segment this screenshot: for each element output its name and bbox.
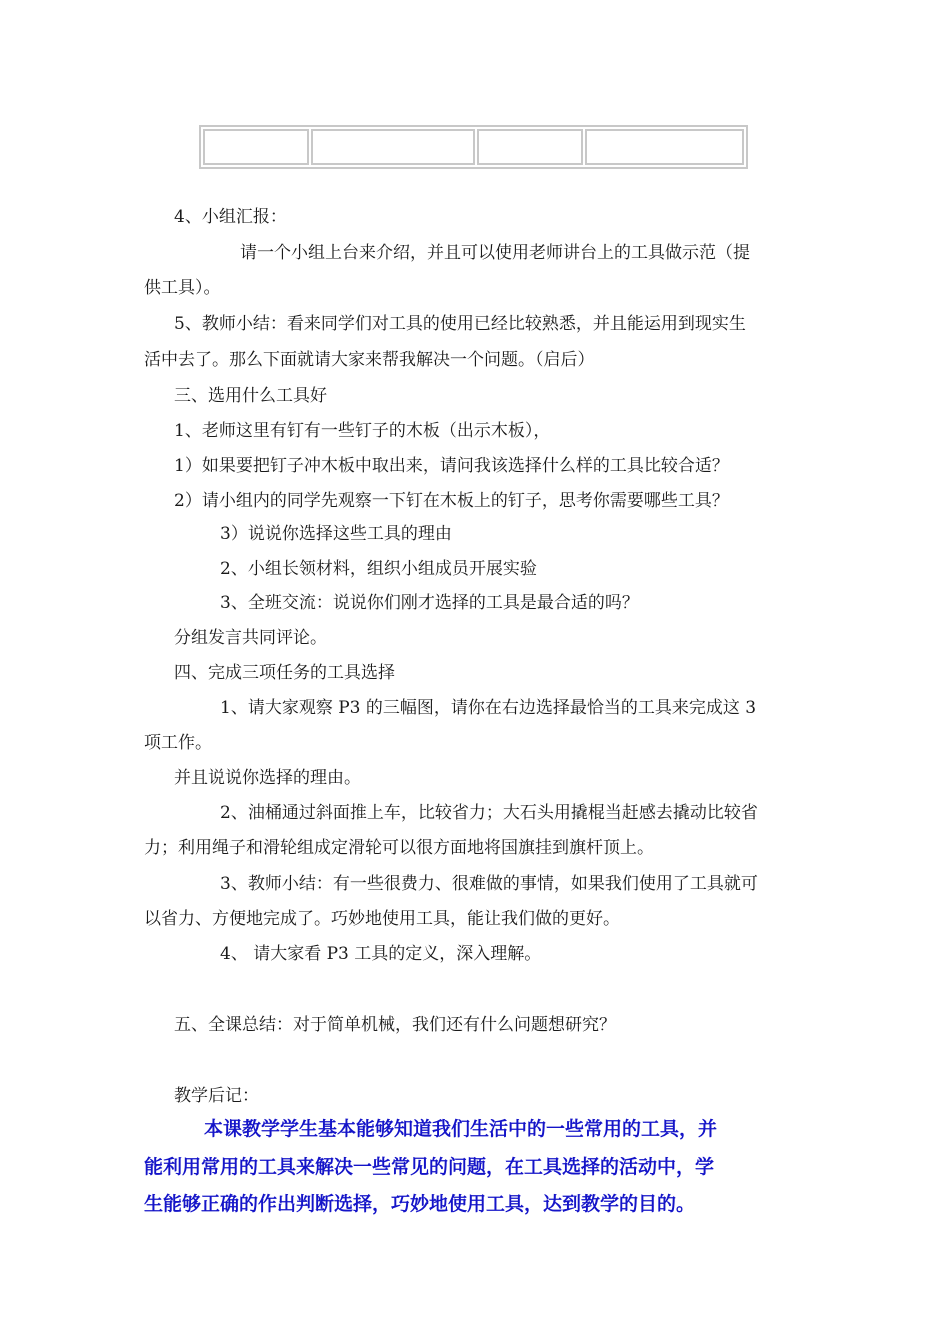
section-heading: 三、选用什么工具好: [174, 386, 327, 406]
afterword-line: 本课教学学生基本能够知道我们生活中的一些常用的工具，并: [204, 1118, 718, 1140]
paragraph-line: 活中去了。那么下面就请大家来帮我解决一个问题。（启后）: [144, 350, 595, 370]
section-heading: 五、全课总结：对于简单机械，我们还有什么问题想研究？: [174, 1015, 616, 1035]
paragraph-line: 请一个小组上台来介绍，并且可以使用老师讲台上的工具做示范（提: [240, 243, 750, 263]
paragraph-line: 分组发言共同评论。: [174, 628, 327, 648]
table-cell: [477, 129, 583, 165]
paragraph-line: 1、老师这里有钉有一些钉子的木板（出示木板），: [174, 421, 551, 441]
paragraph-line: 供工具）。: [144, 278, 221, 298]
afterword-label: 教学后记：: [174, 1086, 259, 1106]
table-cell: [203, 129, 309, 165]
paragraph-line: 4、 请大家看 P3 工具的定义，深入理解。: [220, 944, 542, 964]
paragraph-line: 5、教师小结：看来同学们对工具的使用已经比较熟悉，并且能运用到现实生: [174, 314, 746, 334]
afterword-line: 能利用常用的工具来解决一些常见的问题，在工具选择的活动中，学: [144, 1156, 715, 1178]
section-heading: 4、小组汇报：: [174, 207, 287, 227]
paragraph-line: 并且说说你选择的理由。: [174, 768, 361, 788]
paragraph-line: 2、小组长领材料，组织小组成员开展实验: [220, 559, 537, 579]
paragraph-line: 力；利用绳子和滑轮组成定滑轮可以很方面地将国旗挂到旗杆顶上。: [144, 838, 654, 858]
paragraph-line: 以省力、方便地完成了。巧妙地使用工具，能让我们做的更好。: [144, 909, 620, 929]
paragraph-line: 2、油桶通过斜面推上车，比较省力；大石头用撬棍当赶感去撬动比较省: [220, 803, 758, 823]
section-heading: 四、完成三项任务的工具选择: [174, 663, 395, 683]
afterword-line: 生能够正确的作出判断选择，巧妙地使用工具，达到教学的目的。: [144, 1193, 696, 1215]
table-row: [203, 129, 744, 165]
empty-table: [199, 125, 748, 169]
paragraph-line: 项工作。: [144, 733, 212, 753]
table-cell: [585, 129, 744, 165]
paragraph-line: 1、请大家观察 P3 的三幅图，请你在右边选择最恰当的工具来完成这 3: [220, 698, 757, 718]
paragraph-line: 1）如果要把钉子冲木板中取出来，请问我该选择什么样的工具比较合适？: [174, 456, 729, 476]
paragraph-line: 3、教师小结：有一些很费力、很难做的事情，如果我们使用了工具就可: [220, 874, 758, 894]
paragraph-line: 3、全班交流：说说你们刚才选择的工具是最合适的吗？: [220, 593, 639, 613]
table-cell: [311, 129, 475, 165]
paragraph-line: 2）请小组内的同学先观察一下钉在木板上的钉子，思考你需要哪些工具？: [174, 491, 729, 511]
paragraph-line: 3）说说你选择这些工具的理由: [220, 524, 452, 544]
